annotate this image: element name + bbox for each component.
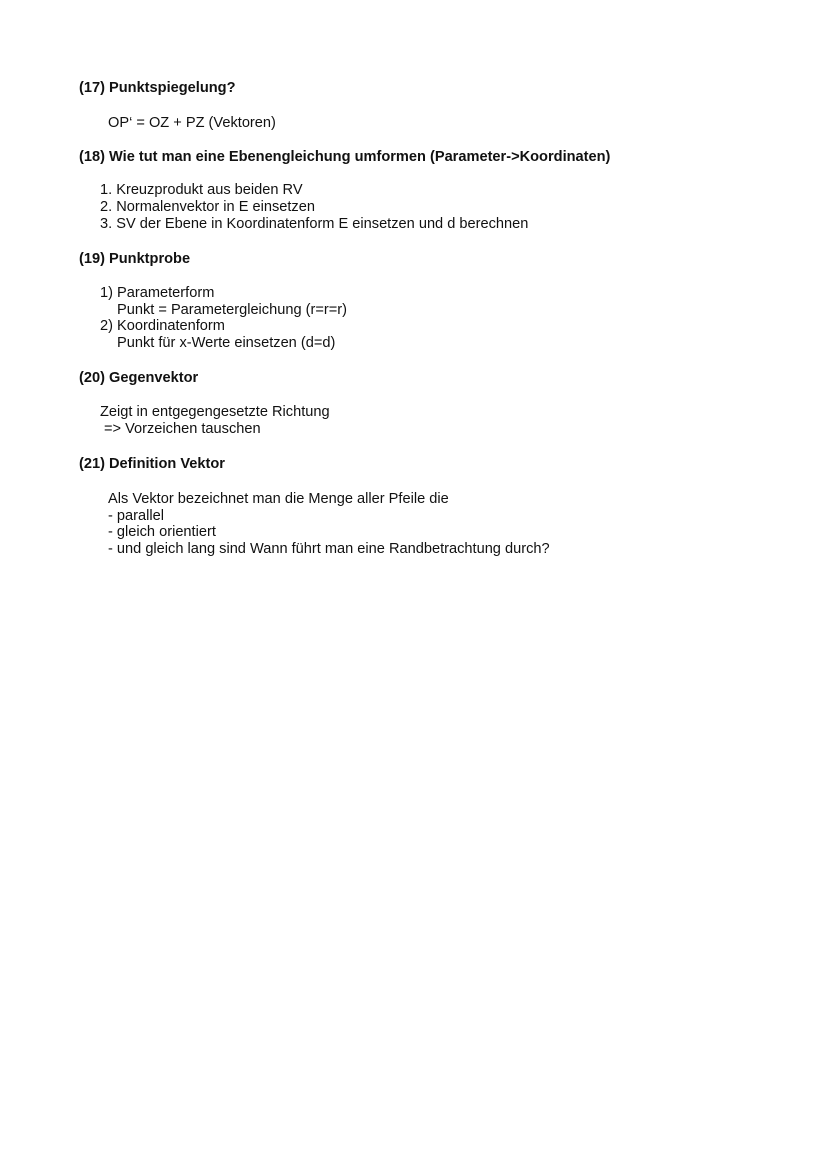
- section-21-bullet-2: - gleich orientiert: [108, 524, 216, 540]
- section-17-line-1: OP‘ = OZ + PZ (Vektoren): [108, 115, 276, 131]
- section-heading-18: (18) Wie tut man eine Ebenengleichung umformen (Parameter->Koordinaten): [79, 149, 611, 165]
- section-heading-21: (21) Definition Vektor: [79, 456, 225, 472]
- section-heading-19: (19) Punktprobe: [79, 251, 191, 267]
- section-19-item-1: 1) Parameterform: [100, 285, 215, 301]
- section-18-step-2: 2. Normalenvektor in E einsetzen: [100, 199, 315, 215]
- section-19-item-2-detail: Punkt für x-Werte einsetzen (d=d): [117, 335, 336, 351]
- section-heading-17: (17) Punktspiegelung?: [79, 80, 236, 96]
- section-20-line-1: Zeigt in entgegengesetzte Richtung: [100, 404, 330, 420]
- section-21-bullet-3: - und gleich lang sind Wann führt man eine Randbetrachtung durch?: [108, 541, 550, 557]
- section-heading-20: (20) Gegenvektor: [79, 370, 199, 386]
- section-21-line-1: Als Vektor bezeichnet man die Menge aller Pfeile die: [108, 491, 449, 507]
- section-19-item-1-detail: Punkt = Parametergleichung (r=r=r): [117, 302, 347, 318]
- section-19-item-2: 2) Koordinatenform: [100, 318, 225, 334]
- section-20-line-2: => Vorzeichen tauschen: [104, 421, 261, 437]
- section-21-bullet-1: - parallel: [108, 508, 164, 524]
- section-18-step-1: 1. Kreuzprodukt aus beiden RV: [100, 182, 303, 198]
- section-18-step-3: 3. SV der Ebene in Koordinatenform E einsetzen und d berechnen: [100, 216, 529, 232]
